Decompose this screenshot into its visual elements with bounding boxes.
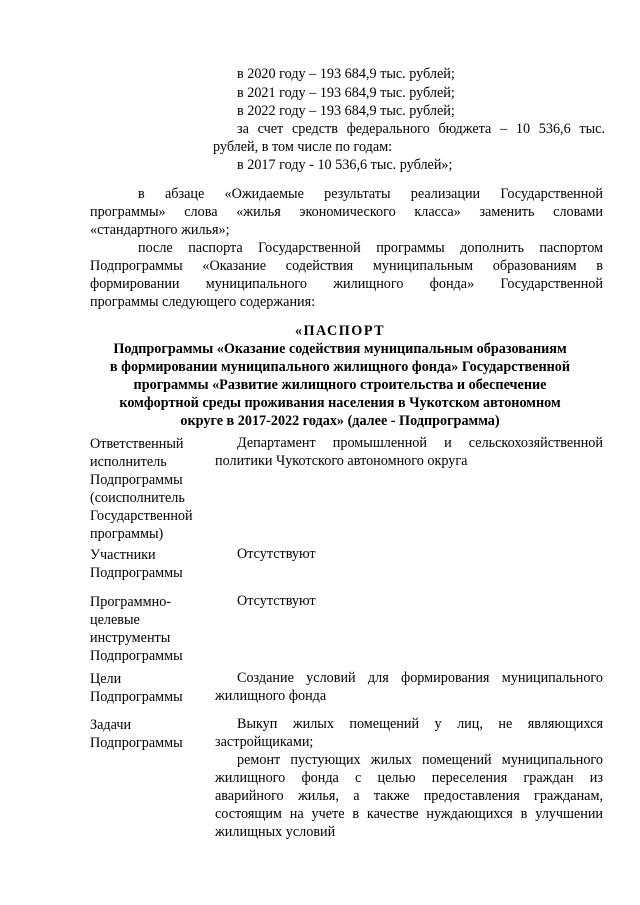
row-value-tasks-line-4: жилищного фонда с целью переселения граждан из	[215, 770, 603, 786]
passport-heading-line-2: в формировании муниципального жилищного фонда» Государственной	[109, 359, 571, 375]
label-line: Подпрограммы	[90, 689, 183, 705]
label-line: Участники	[90, 547, 156, 563]
row-value-responsible-executor-line-2: политики Чукотского автономного округа	[215, 453, 468, 469]
label-line: Ответственный	[90, 436, 184, 452]
paragraph-1-line-3: «стандартного жилья»;	[90, 222, 230, 238]
row-value-tasks-line-2: застройщиками;	[215, 734, 314, 750]
row-value-responsible-executor-line-1: Департамент промышленной и сельскохозяйственной	[237, 435, 603, 451]
label-line: Государственной	[90, 508, 193, 524]
passport-heading-line-3: программы «Развитие жилищного строительства и обеспечение	[133, 377, 547, 393]
passport-title: «ПАСПОРТ	[294, 323, 386, 339]
label-line: Подпрограммы	[90, 472, 183, 488]
funding-2020-line: в 2020 году – 193 684,9 тыс. рублей;	[237, 66, 455, 82]
label-line: целевые	[90, 612, 140, 628]
row-label-responsible-executor	[90, 435, 215, 543]
row-value-goals-line-1: Создание условий для формирования муниципального	[237, 670, 603, 686]
row-label-instruments	[90, 593, 215, 665]
row-value-goals-line-2: жилищного фонда	[215, 688, 327, 704]
row-value-participants: Отсутствуют	[237, 546, 316, 562]
paragraph-1-line-2: программы» слова «жилья экономического класса» заменить словами	[90, 204, 603, 220]
label-line: Подпрограммы	[90, 565, 183, 581]
paragraph-2-line-1: после паспорта Государственной программы дополнить паспортом	[138, 240, 603, 256]
row-value-tasks-line-6: состоящим на учете в качестве нуждающихся в улучшении	[215, 806, 603, 822]
paragraph-1-line-1: в абзаце «Ожидаемые результаты реализации Государственной	[138, 186, 603, 202]
paragraph-2-line-3: формировании муниципального жилищного фонда» Государственной	[90, 276, 603, 292]
row-label-tasks	[90, 716, 215, 752]
paragraph-2-line-2: Подпрограммы «Оказание содействия муниципальным образованиям в	[90, 258, 603, 274]
row-value-instruments: Отсутствуют	[237, 593, 316, 609]
label-line: (соисполнитель	[90, 490, 185, 506]
row-label-goals	[90, 670, 215, 706]
label-line: Цели	[90, 671, 122, 687]
funding-2021-line: в 2021 году – 193 684,9 тыс. рублей;	[237, 85, 455, 101]
label-line: Задачи	[90, 717, 132, 733]
label-line: Подпрограммы	[90, 648, 183, 664]
federal-budget-line: за счет средств федерального бюджета – 10 536,6 тыс.	[237, 121, 605, 137]
paragraph-2-line-4: программы следующего содержания:	[90, 294, 316, 310]
passport-heading-line-4: комфортной среды проживания населения в Чукотском автономном	[119, 395, 561, 411]
row-label-participants	[90, 546, 215, 582]
federal-budget-line-2: рублей, в том числе по годам:	[213, 139, 393, 155]
row-value-tasks-line-1: Выкуп жилых помещений у лиц, не являющихся	[237, 716, 603, 732]
row-value-tasks-line-7: жилищных условий	[215, 824, 336, 840]
funding-2022-line: в 2022 году – 193 684,9 тыс. рублей;	[237, 103, 455, 119]
label-line: исполнитель	[90, 454, 167, 470]
funding-2017-line: в 2017 году - 10 536,6 тыс. рублей»;	[237, 157, 453, 173]
passport-heading-line-1: Подпрограммы «Оказание содействия муниципальным образованиям	[113, 341, 567, 357]
label-line: Подпрограммы	[90, 735, 183, 751]
passport-heading-line-5: округе в 2017-2022 годах» (далее - Подпрограмма)	[180, 413, 500, 429]
label-line: инструменты	[90, 630, 171, 646]
label-line: программы)	[90, 526, 164, 542]
label-line: Программно-	[90, 594, 172, 610]
row-value-tasks-line-3: ремонт пустующих жилых помещений муниципального	[237, 752, 603, 768]
row-value-tasks-line-5: аварийного жилья, а также предоставления гражданам,	[215, 788, 603, 804]
